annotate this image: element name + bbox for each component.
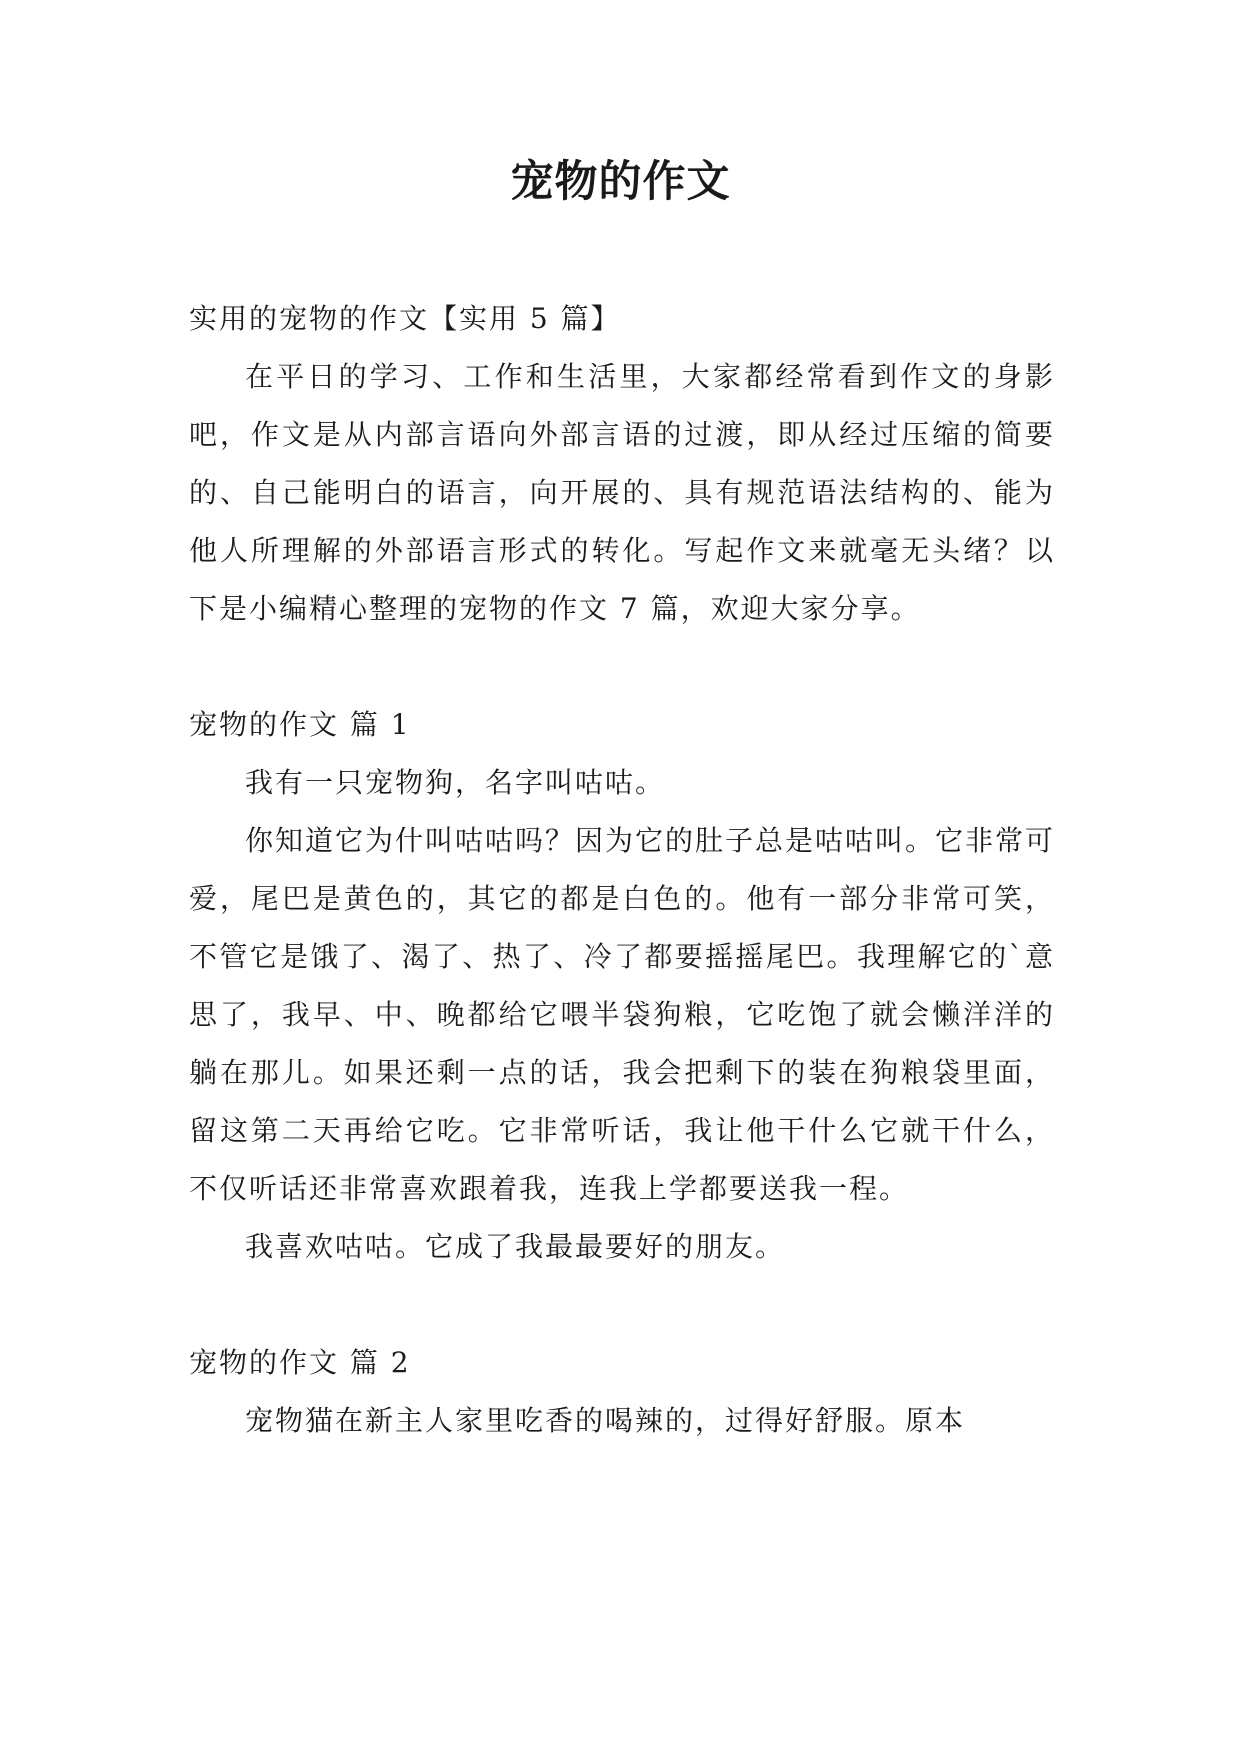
document-title: 宠物的作文 (510, 157, 731, 207)
section-1-heading: 宠物的作文 篇 1 (189, 708, 411, 741)
section-2-paragraph-1: 宠物猫在新主人家里吃香的喝辣的，过得好舒服。原本 (245, 1404, 966, 1437)
document-body (189, 290, 1055, 1450)
section-spacer (189, 638, 1055, 696)
intro-heading: 实用的宠物的作文【实用 5 篇】 (189, 302, 621, 335)
section-1-paragraph-2: 你知道它为什叫咕咕吗？因为它的肚子总是咕咕叫。它非常可爱，尾巴是黄色的，其它的都是白色的。他有一部分非常可笑，不管它是饿了、渴了、热了、冷了都要摇摇尾巴。我理解它的`意思了，我早、中、晚都给它喂半袋狗粮，它吃饱了就会懒洋洋的躺在那儿。如果还剩一点的话，我会把剩下的装在狗粮袋里面，留这第二天再给它吃。它非常听话，我让他干什么它就干什么，不仅听话还非常喜欢跟着我，连我上学都要送我一程。 (189, 824, 1056, 1205)
intro-paragraph: 在平日的学习、工作和生活里，大家都经常看到作文的身影吧，作文是从内部言语向外部言语的过渡，即从经过压缩的简要的、自己能明白的语言，向开展的、具有规范语法结构的、能为他人所理解的外部语言形式的转化。写起作文来就毫无头绪？以下是小编精心整理的宠物的作文 7 篇，欢迎大家分享。 (189, 360, 1055, 625)
section-spacer (189, 1276, 1055, 1334)
section-1-paragraph-1: 我有一只宠物狗，名字叫咕咕。 (245, 766, 666, 799)
section-1-paragraph-3: 我喜欢咕咕。它成了我最最要好的朋友。 (245, 1230, 786, 1263)
section-2-heading: 宠物的作文 篇 2 (189, 1346, 411, 1379)
